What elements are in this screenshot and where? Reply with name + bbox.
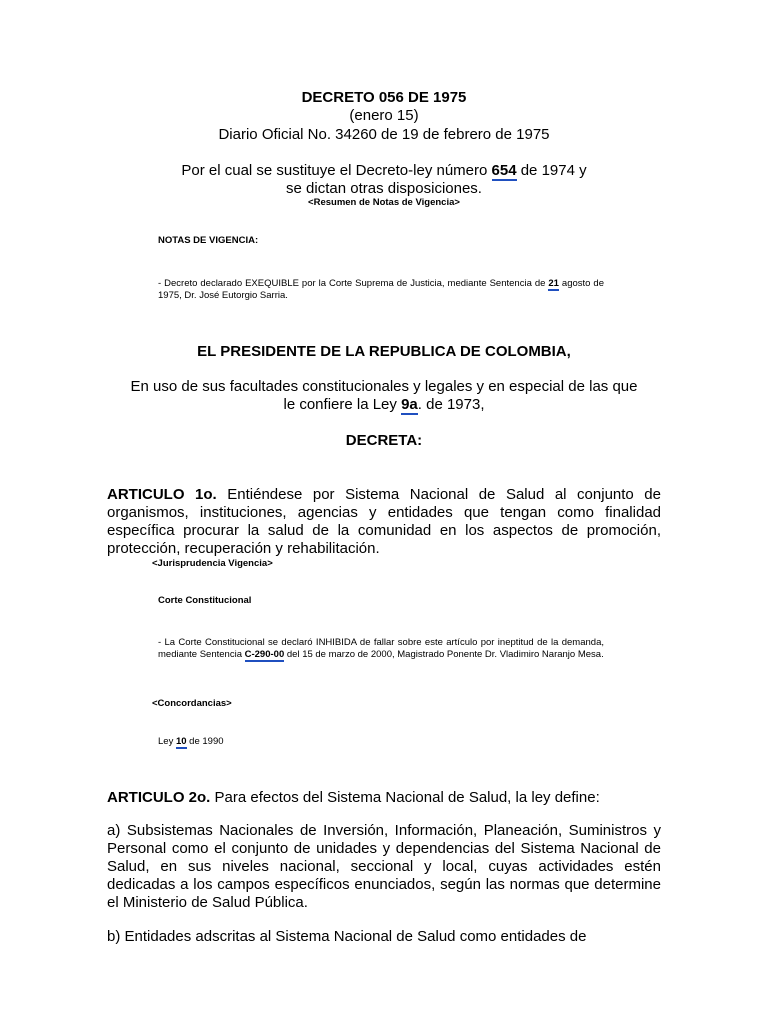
decreto-654-link[interactable]: 654	[491, 162, 517, 179]
resumen-notas-link[interactable]: <Resumen de Notas de Vigencia>	[308, 197, 460, 208]
president-heading: EL PRESIDENTE DE LA REPUBLICA DE COLOMBIA,	[197, 343, 571, 360]
articulo-1: ARTICULO 1o. Entiéndese por Sistema Nacional de Salud al conjunto de organismos, instituciones, agencias y entidades que tengan como finalidad específica procurar la salud de la comunidad en los aspectos de promoción, protección, recuperación y rehabilitación.	[107, 486, 661, 557]
articulo-2: ARTICULO 2o. Para efectos del Sistema Nacional de Salud, la ley define:	[107, 789, 600, 806]
diario-oficial: Diario Oficial No. 34260 de 19 de febrero de 1975	[218, 126, 550, 143]
corte-text: - La Corte Constitucional se declaró INHIBIDA de fallar sobre este artículo por ineptitud de la demanda, mediante Sentencia C-290-00 del 15 de marzo de 2000, Magistrado Ponente Dr. Vladimiro Naranjo Mesa.	[158, 637, 604, 660]
ley-10-link[interactable]: 10	[175, 736, 187, 747]
jurisprudencia-link[interactable]: <Jurisprudencia Vigencia>	[152, 558, 273, 569]
articulo-1-label: ARTICULO 1o.	[107, 486, 217, 503]
sentencia-21-link[interactable]: 21	[548, 278, 559, 289]
ley-9a-link[interactable]: 9a	[401, 396, 418, 413]
corte-heading: Corte Constitucional	[158, 595, 252, 606]
decreta-heading: DECRETA:	[345, 432, 423, 449]
preamble-line1: En uso de sus facultades constitucionales y legales y en especial de las que	[130, 378, 638, 395]
notas-heading: NOTAS DE VIGENCIA:	[158, 235, 259, 246]
articulo-2-item-b: b) Entidades adscritas al Sistema Nacional de Salud como entidades de	[107, 928, 587, 945]
concordancias-link[interactable]: <Concordancias>	[152, 698, 232, 709]
decree-title: DECRETO 056 DE 1975	[301, 89, 467, 106]
notas-text: - Decreto declarado EXEQUIBLE por la Corte Suprema de Justicia, mediante Sentencia de 21 agosto de 1975, Dr. José Eutorgio Sarria.	[158, 278, 604, 301]
preamble-line2: le confiere la Ley 9a. de 1973,	[283, 396, 485, 413]
articulo-2-label: ARTICULO 2o.	[107, 789, 211, 806]
articulo-2-item-a: a) Subsistemas Nacionales de Inversión, Información, Planeación, Suministros y Personal como el conjunto de unidades y dependencias del Sistema Nacional de Salud, en sus niveles nacional, seccional y local, cuyas actividades estén dedicadas a los campos específicos enunciados, según las normas que determine el Ministerio de Salud Pública.	[107, 822, 661, 911]
ley-10-reference: Ley 10 de 1990	[158, 736, 224, 747]
decree-description: Por el cual se sustituye el Decreto-ley número 654 de 1974 y	[181, 162, 587, 179]
decree-date: (enero 15)	[349, 107, 419, 124]
decree-description-line2: se dictan otras disposiciones.	[286, 180, 482, 197]
sentencia-c290-link[interactable]: C-290-00	[244, 649, 285, 660]
